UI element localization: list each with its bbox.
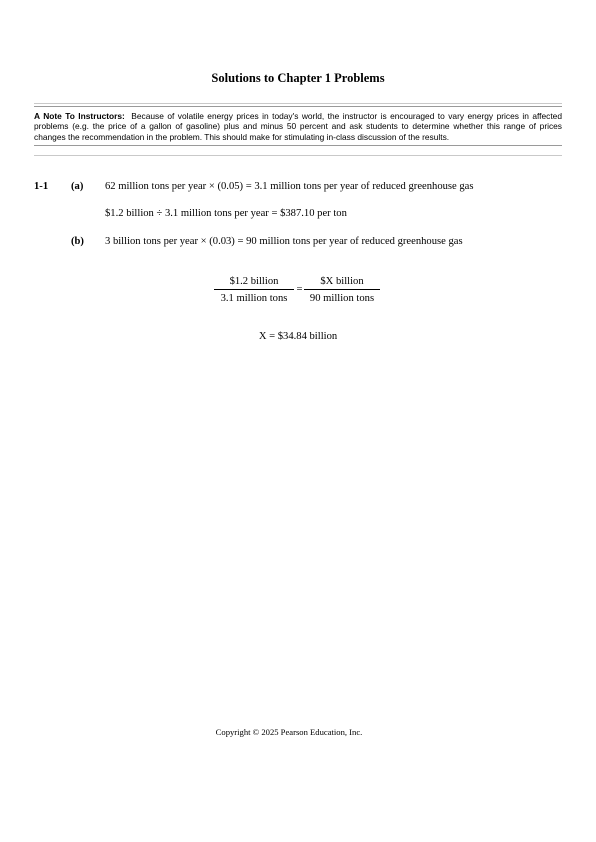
equals-sign: = [296, 284, 303, 295]
fraction-right-denominator: 90 million tons [304, 289, 380, 304]
part-b-result: X = $34.84 billion [258, 331, 338, 342]
note-divider-top [34, 103, 562, 104]
fraction-left-numerator: $1.2 billion [229, 276, 279, 287]
part-a-equation-2: $1.2 billion ÷ 3.1 million tons per year = $387.10 per ton [105, 208, 347, 219]
proportion-equation [214, 276, 384, 308]
note-heading: A Note To Instructors: [34, 111, 125, 121]
fraction-right-numerator: $X billion [320, 276, 364, 287]
fraction-left [214, 276, 294, 304]
part-b-equation-1: 3 billion tons per year × (0.03) = 90 million tons per year of reduced greenhouse gas [105, 236, 463, 247]
part-b-label: (b) [71, 236, 84, 247]
note-body: Because of volatile energy prices in today's world, the instructor is encouraged to vary energy prices in affected problems (e.g. the price of a gallon of gasoline) plus and minus 50 percent and ask students to determine whether this range of prices changes the recommendation in the problem. This should make for stimulating in-class discussion of the results. [34, 111, 562, 142]
part-a-equation-1: 62 million tons per year × (0.05) = 3.1 million tons per year of reduced greenhouse gas [105, 181, 474, 192]
page-title: Solutions to Chapter 1 Problems [211, 71, 385, 85]
note-divider-bottom [34, 155, 562, 156]
fraction-left-denominator: 3.1 million tons [214, 289, 294, 304]
copyright-footer: Copyright © 2025 Pearson Education, Inc. [215, 727, 363, 737]
problem-number: 1-1 [34, 181, 49, 192]
part-a-label: (a) [71, 181, 84, 192]
fraction-right [304, 276, 380, 304]
instructor-note [34, 106, 562, 146]
